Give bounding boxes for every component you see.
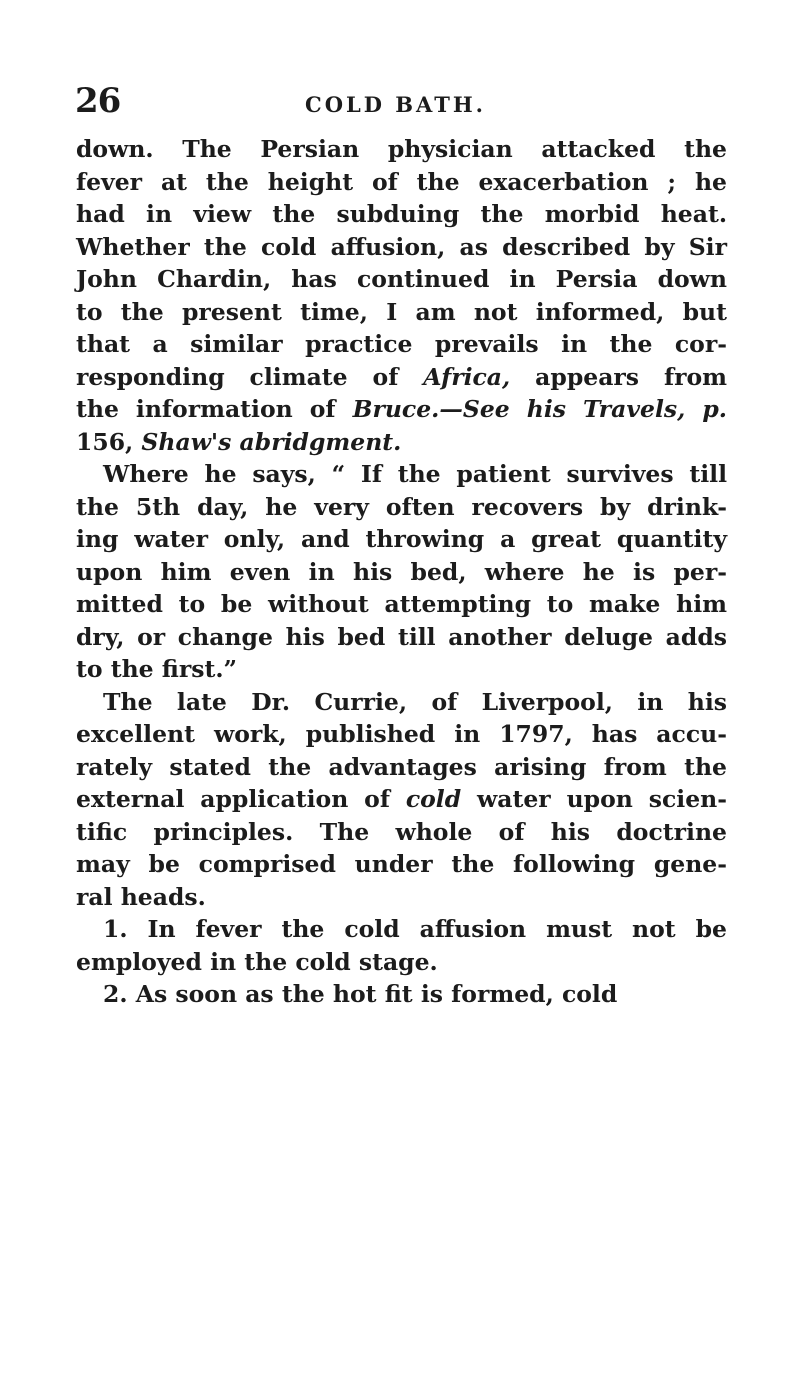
text-segment: to the present time, I am not informed, but <box>76 297 727 326</box>
text-segment: the information of <box>76 395 353 423</box>
text-line <box>76 231 727 264</box>
text-segment: Shaw's abridgment. <box>141 427 402 456</box>
text-line <box>76 426 727 459</box>
text-line <box>76 458 727 491</box>
text-line <box>76 913 727 946</box>
text-segment: 156, <box>76 427 142 456</box>
text-line <box>76 523 727 556</box>
text-line <box>76 166 727 199</box>
text-line <box>76 686 727 719</box>
text-line <box>76 751 727 784</box>
text-segment: rately stated the advantages arising from the <box>76 752 727 781</box>
text-segment: appears from <box>510 362 727 391</box>
text-segment: 1. In fever the cold affusion must not be <box>103 915 727 943</box>
text-segment: Bruce.—See his Travels, p. <box>352 395 727 423</box>
text-segment: The late Dr. Currie, of Liverpool, in his <box>103 687 727 716</box>
page-header <box>75 81 725 124</box>
text-segment: external application of <box>76 785 406 813</box>
text-line <box>76 946 727 979</box>
text-line <box>76 263 727 296</box>
text-segment: Whether the cold affusion, as described by Sir <box>76 232 727 261</box>
text-segment: ing water only, and throwing a great quantity <box>76 525 727 553</box>
text-line <box>76 653 727 686</box>
text-segment: cold <box>405 785 462 813</box>
text-segment: dry, or change his bed till another deluge adds <box>76 622 727 651</box>
text-line <box>76 718 727 751</box>
text-line <box>76 296 727 329</box>
text-line <box>76 328 727 361</box>
text-segment: to the first.” <box>76 655 238 683</box>
text-segment: responding climate of <box>76 362 424 391</box>
body-text <box>76 133 727 1011</box>
text-segment: that a similar practice prevails in the cor- <box>76 330 727 358</box>
text-line <box>76 133 727 166</box>
text-segment: 2. As soon as the hot fit is formed, cold <box>103 980 618 1008</box>
text-line <box>76 816 727 849</box>
text-segment: had in view the subduing the morbid heat. <box>76 200 727 228</box>
text-segment: employed in the cold stage. <box>76 947 438 976</box>
text-line <box>76 393 727 426</box>
text-line <box>76 881 727 914</box>
text-segment: ral heads. <box>76 882 206 911</box>
text-segment: may be comprised under the following gene- <box>76 850 727 878</box>
text-segment: Africa, <box>423 362 511 391</box>
text-line <box>76 621 727 654</box>
text-segment: down. The Persian physician attacked the <box>76 135 727 163</box>
text-line <box>76 361 727 394</box>
text-segment: mitted to be without attempting to make him <box>76 590 727 618</box>
text-line <box>76 783 727 816</box>
text-segment: upon him even in his bed, where he is per- <box>76 557 727 586</box>
text-line <box>76 588 727 621</box>
text-segment: excellent work, published in 1797, has accu- <box>76 720 727 748</box>
text-segment: fever at the height of the exacerbation ; he <box>76 167 727 196</box>
running-head: COLD BATH. <box>305 92 486 117</box>
text-line <box>76 848 727 881</box>
text-line <box>76 491 727 524</box>
text-line <box>76 978 727 1011</box>
text-segment: water upon scien- <box>461 785 727 813</box>
page-number: 26 <box>75 81 121 121</box>
text-segment: John Chardin, has continued in Persia down <box>76 265 727 293</box>
text-segment: tific principles. The whole of his doctrine <box>76 817 727 846</box>
text-segment: Where he says, “ If the patient survives till <box>103 460 727 488</box>
text-line <box>76 198 727 231</box>
text-segment: the 5th day, he very often recovers by drink- <box>76 492 727 521</box>
text-line <box>76 556 727 589</box>
